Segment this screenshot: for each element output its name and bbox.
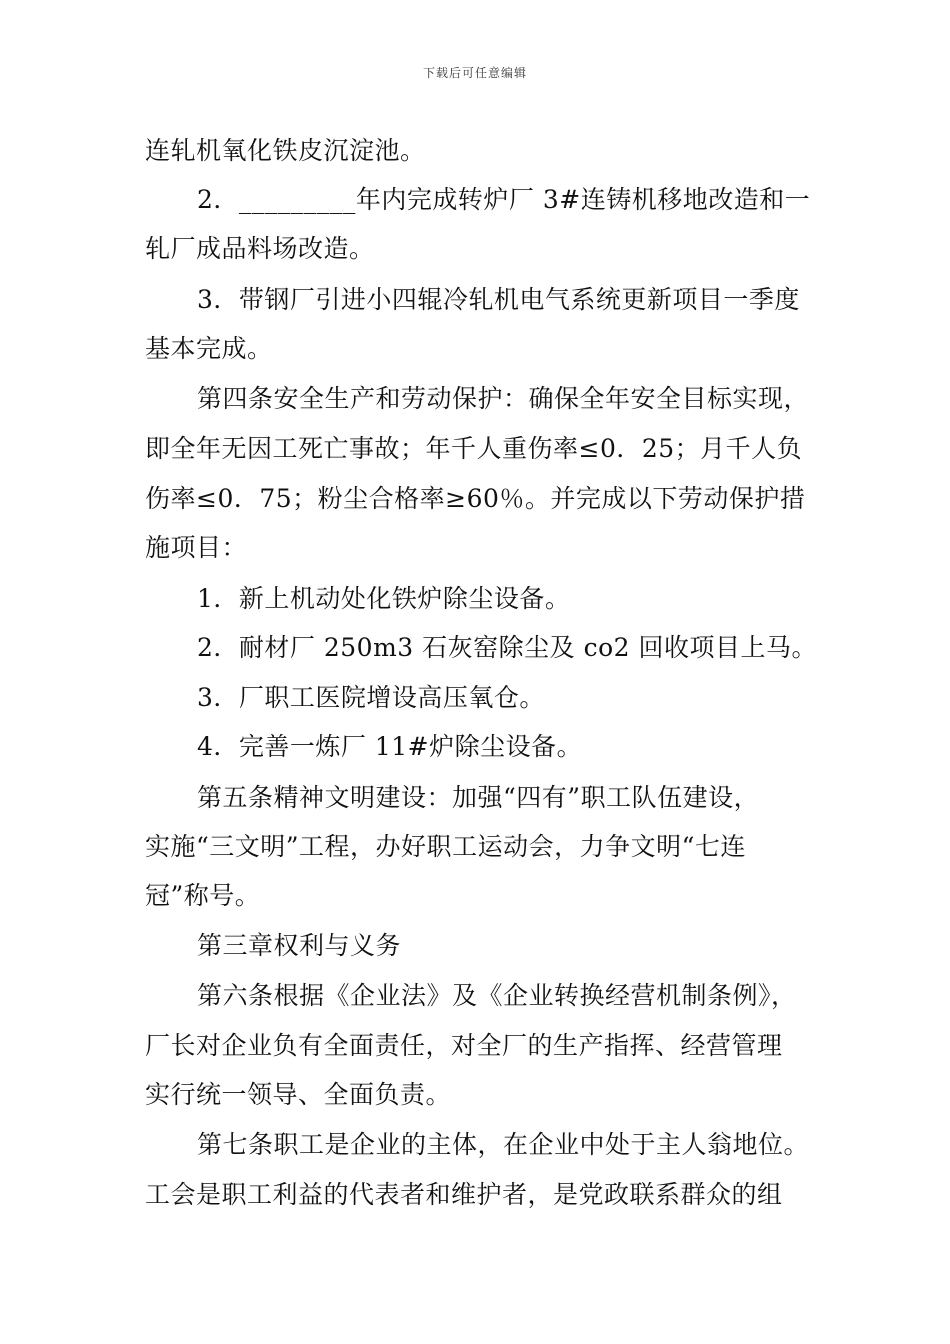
paragraph-line: 3．带钢厂引进小四辊冷轧机电气系统更新项目一季度	[197, 285, 800, 314]
paragraph-line: 第四条安全生产和劳动保护：确保全年安全目标实现，	[197, 384, 810, 413]
paragraph-line: 连轧机氧化铁皮沉淀池。	[145, 136, 426, 165]
paragraph-line: 4．完善一炼厂 11#炉除尘设备。	[197, 732, 583, 761]
paragraph-line: 伤率≤0．75；粉尘合格率≥60％。并完成以下劳动保护措	[145, 484, 806, 513]
paragraph-line: 轧厂成品料场改造。	[145, 234, 375, 263]
paragraph-line: 2．耐材厂 250m3 石灰窑除尘及 co2 回收项目上马。	[197, 633, 817, 662]
paragraph-line: 实行统一领导、全面负责。	[145, 1080, 452, 1109]
paragraph-line: 即全年无因工死亡事故；年千人重伤率≤0．25；月千人负	[145, 434, 803, 463]
paragraph-line: 实施“三文明”工程，办好职工运动会，力争文明“七连	[145, 832, 746, 861]
paragraph-line: 厂长对企业负有全面责任，对全厂的生产指挥、经营管理	[145, 1031, 783, 1060]
paragraph-line: 2．_________年内完成转炉厂 3#连铸机移地改造和一	[197, 185, 811, 214]
section-heading: 第三章权利与义务	[197, 931, 402, 960]
paragraph-line: 3．厂职工医院增设高压氧仓。	[197, 683, 545, 712]
paragraph-line: 施项目：	[145, 533, 248, 562]
paragraph-line: 工会是职工利益的代表者和维护者，是党政联系群众的组	[145, 1180, 783, 1209]
paragraph-line: 1．新上机动处化铁炉除尘设备。	[197, 584, 571, 613]
paragraph-line: 冠”称号。	[145, 881, 261, 910]
paragraph-line: 基本完成。	[145, 334, 273, 363]
page-header: 下载后可任意编辑	[422, 66, 527, 80]
paragraph-line: 第五条精神文明建设：加强“四有”职工队伍建设，	[197, 783, 760, 812]
paragraph-line: 第六条根据《企业法》及《企业转换经营机制条例》，	[197, 981, 797, 1010]
paragraph-line: 第七条职工是企业的主体，在企业中处于主人翁地位。	[197, 1130, 810, 1159]
